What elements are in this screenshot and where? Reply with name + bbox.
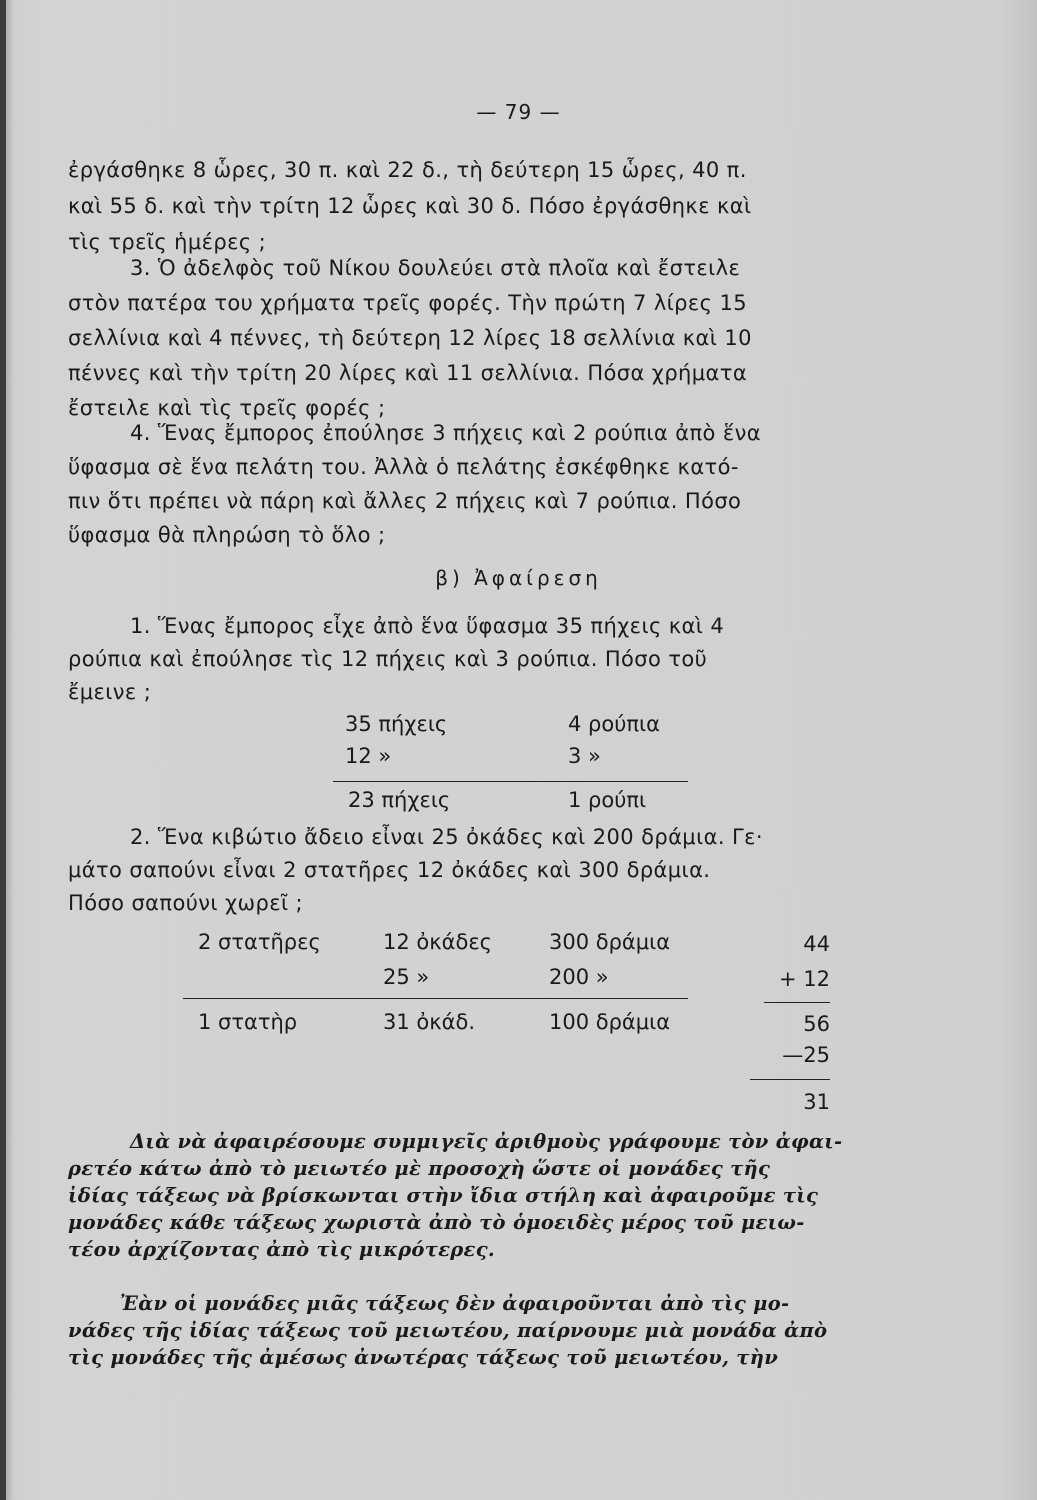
text-line: τὶς τρεῖς ἡμέρες ;	[68, 230, 267, 254]
text-line: 3. Ὁ ἀδελφὸς τοῦ Νίκου δουλεύει στὰ πλοῖα καὶ ἔστειλε	[130, 256, 741, 280]
calc-cell: 25 »	[383, 965, 430, 989]
text-line: τέου ἀρχίζοντας ἀπὸ τὶς μικρότερες.	[68, 1238, 495, 1261]
sum-rule	[183, 998, 688, 999]
calc-result: 100 δράμια	[549, 1010, 671, 1034]
page-number: — 79 —	[476, 100, 561, 124]
text-line: καὶ 55 δ. καὶ τὴν τρίτη 12 ὧρες καὶ 30 δ. Πόσο ἐργάσθηκε καὶ	[68, 194, 752, 218]
text-line: ἔμεινε ;	[68, 680, 152, 704]
text-line: 1. Ἕνας ἔμπορος εἶχε ἀπὸ ἕνα ὕφασμα 35 πήχεις καὶ 4	[130, 614, 725, 638]
text-line: μονάδες κάθε τάξεως χωριστὰ ἀπὸ τὸ ὁμοειδὲς μέρος τοῦ μειω-	[68, 1211, 805, 1234]
side-calc: 31	[803, 1090, 830, 1114]
calc-result: 31 ὀκάδ.	[383, 1010, 475, 1034]
side-calc: —25	[782, 1043, 830, 1067]
text-line: Ἐὰν οἱ μονάδες μιᾶς τάξεως δὲν ἀφαιροῦνται ἀπὸ τὶς μο-	[120, 1292, 790, 1315]
text-line: ἔστειλε καὶ τὶς τρεῖς φορές ;	[68, 396, 386, 420]
text-line: στὸν πατέρα του χρήματα τρεῖς φορές. Τὴν πρώτη 7 λίρες 15	[68, 291, 747, 315]
calc-cell: 200 »	[549, 965, 609, 989]
text-line: μάτο σαπούνι εἶναι 2 στατῆρες 12 ὀκάδες καὶ 300 δράμια.	[68, 858, 711, 882]
page-binding-edge	[0, 0, 6, 1500]
side-calc: 56	[803, 1012, 830, 1036]
section-heading: β) Ἀφαίρεση	[435, 566, 602, 590]
text-line: τὶς μονάδες τῆς ἀμέσως ἀνωτέρας τάξεως τοῦ μειωτέου, τὴν	[68, 1346, 779, 1369]
text-line: ὕφασμα θὰ πληρώση τὸ ὅλο ;	[68, 523, 386, 547]
text-line: ἐργάσθηκε 8 ὧρες, 30 π. καὶ 22 δ., τὴ δεύτερη 15 ὧρες, 40 π.	[68, 158, 747, 182]
calc-cell: 4 ρούπια	[568, 712, 660, 736]
text-line: ρούπια καὶ ἐπούλησε τὶς 12 πήχεις καὶ 3 ρούπια. Πόσο τοῦ	[68, 647, 708, 671]
text-line: ὕφασμα σὲ ἕνα πελάτη του. Ἀλλὰ ὁ πελάτης ἐσκέφθηκε κατό-	[68, 455, 739, 479]
text-line: 2. Ἕνα κιβώτιο ἄδειο εἶναι 25 ὀκάδες καὶ 200 δράμια. Γε·	[130, 825, 763, 849]
text-line: πιν ὅτι πρέπει νὰ πάρη καὶ ἄλλες 2 πήχεις καὶ 7 ρούπια. Πόσο	[68, 489, 742, 513]
text-line: νάδες τῆς ἰδίας τάξεως τοῦ μειωτέου, παίρνουμε μιὰ μονάδα ἀπὸ	[68, 1319, 828, 1342]
side-calc: + 12	[779, 967, 830, 991]
calc-result: 1 ρούπι	[568, 788, 647, 812]
side-rule	[764, 1002, 830, 1003]
text-line: ρετέο κάτω ἀπὸ τὸ μειωτέο μὲ προσοχὴ ὥστε οἱ μονάδες τῆς	[68, 1157, 771, 1180]
text-line: Διὰ νὰ ἀφαιρέσουμε συμμιγεῖς ἀριθμοὺς γράφουμε τὸν ἀφαι-	[130, 1130, 843, 1153]
text-line: πέννες καὶ τὴν τρίτη 20 λίρες καὶ 11 σελλίνια. Πόσα χρήματα	[68, 361, 748, 385]
text-line: Πόσο σαπούνι χωρεῖ ;	[68, 891, 304, 915]
calc-cell: 3 »	[568, 744, 601, 768]
text-line: 4. Ἕνας ἔμπορος ἐπούλησε 3 πήχεις καὶ 2 ρούπια ἀπὸ ἕνα	[130, 421, 761, 445]
calc-result: 23 πήχεις	[348, 788, 451, 812]
text-line: ἰδίας τάξεως νὰ βρίσκωνται στὴν ἴδια στήλη καὶ ἀφαιροῦμε τὶς	[68, 1184, 819, 1207]
calc-cell: 35 πήχεις	[345, 712, 448, 736]
calc-cell: 12 »	[345, 744, 392, 768]
calc-result: 1 στατὴρ	[198, 1010, 298, 1034]
calc-cell: 2 στατῆρες	[198, 930, 321, 954]
side-rule	[750, 1079, 830, 1080]
calc-cell: 300 δράμια	[549, 930, 671, 954]
calc-cell: 12 ὀκάδες	[383, 930, 492, 954]
side-calc: 44	[803, 932, 830, 956]
text-line: σελλίνια καὶ 4 πέννες, τὴ δεύτερη 12 λίρες 18 σελλίνια καὶ 10	[68, 326, 752, 350]
sum-rule	[333, 781, 688, 782]
